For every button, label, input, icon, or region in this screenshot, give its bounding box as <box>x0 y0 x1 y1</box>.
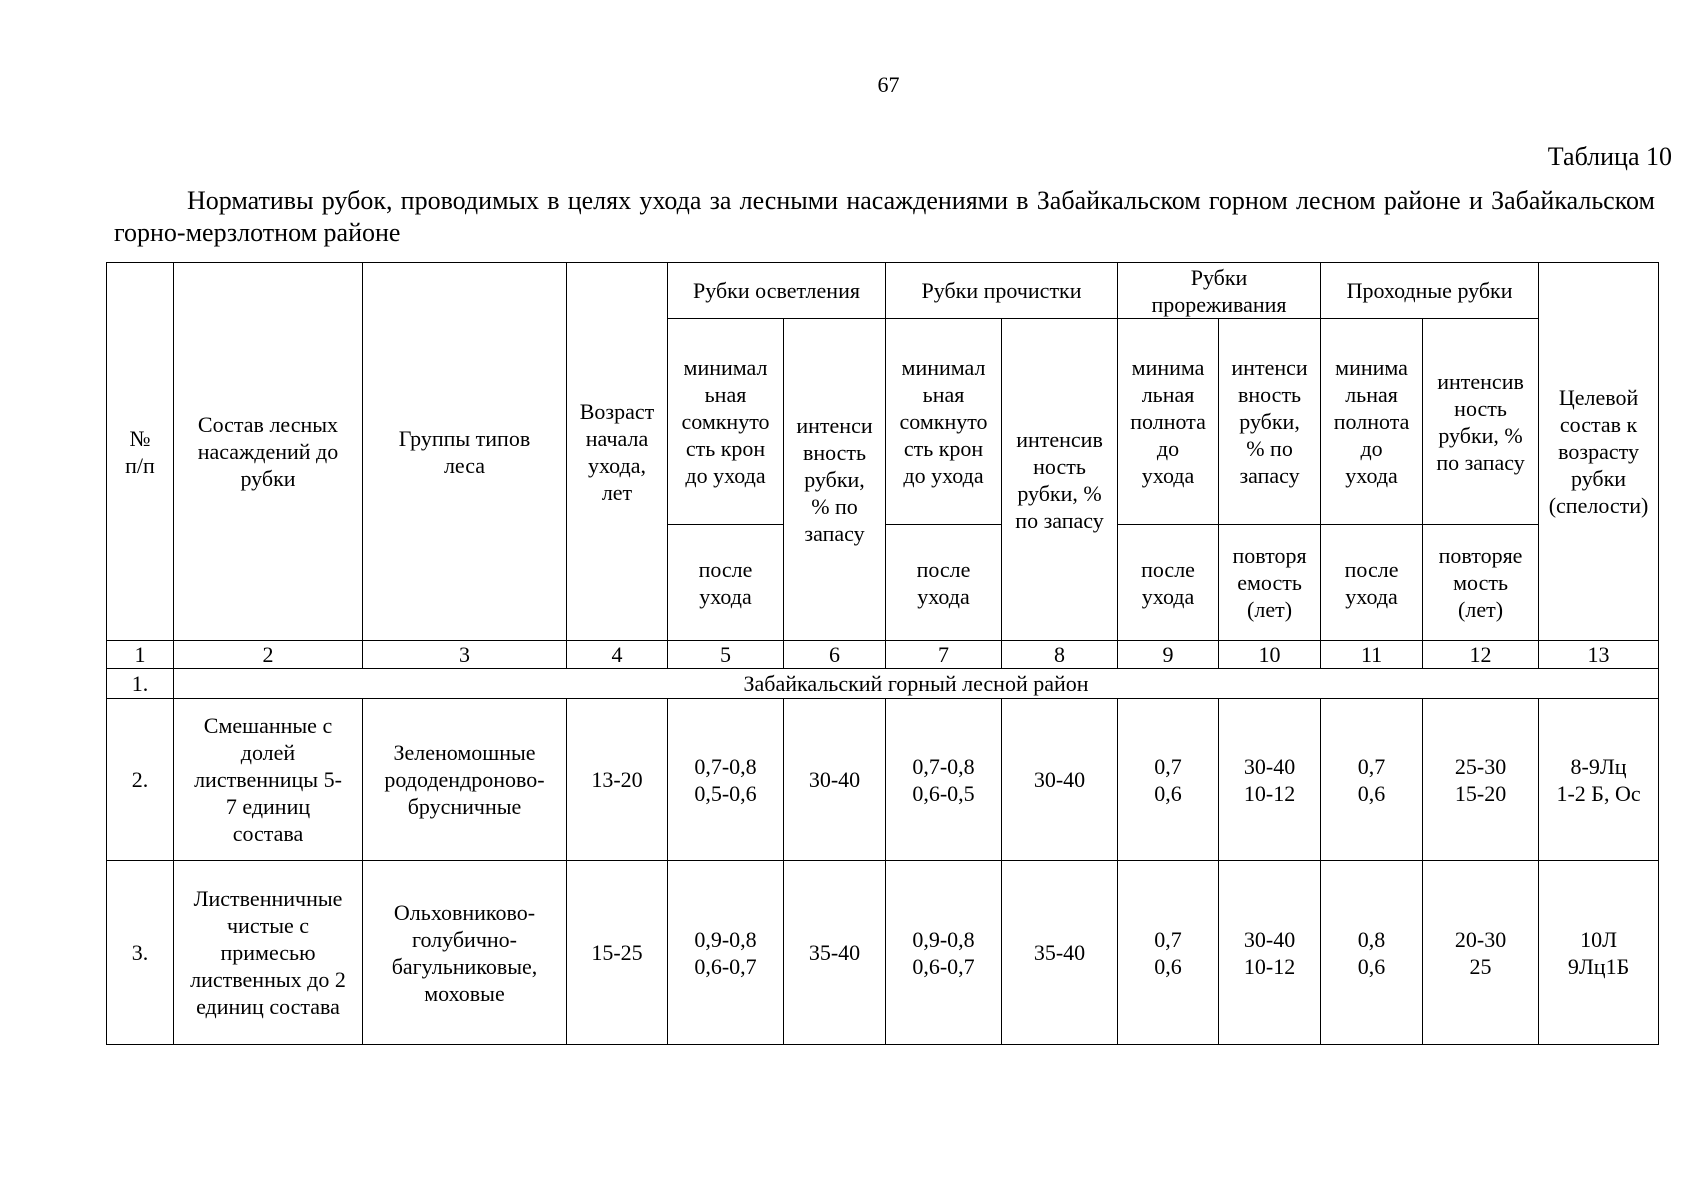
row-composition: Лиственничные чистые с примесью лиственных до 2 единиц состава <box>174 861 363 1045</box>
column-number: 13 <box>1539 641 1659 669</box>
row-start-age: 13-20 <box>567 699 668 861</box>
header-forest-types: Группы типов леса <box>363 263 567 641</box>
row-passing-density: 0,8 0,6 <box>1321 861 1423 1045</box>
table-title: Нормативы рубок, проводимых в целях ухода за лесными насаждениями в Забайкальском горном лесном районе и Забайкальском горно-мерзлотном районе <box>114 186 1655 247</box>
row-number: 3. <box>107 861 174 1045</box>
header-group-passing: Проходные рубки <box>1321 263 1539 319</box>
header-passing-intensity: интенсив ность рубки, % по запасу <box>1423 319 1539 525</box>
row-clarifying-closure: 0,7-0,8 0,5-0,6 <box>668 699 784 861</box>
header-group-cleaning: Рубки прочистки <box>886 263 1118 319</box>
row-target-composition: 8-9Лц 1-2 Б, Ос <box>1539 699 1659 861</box>
row-start-age: 15-25 <box>567 861 668 1045</box>
column-number-row <box>107 641 1659 669</box>
column-number: 6 <box>784 641 886 669</box>
column-number: 11 <box>1321 641 1423 669</box>
header-group-thinning: Рубки прореживания <box>1118 263 1321 319</box>
column-number: 4 <box>567 641 668 669</box>
column-number: 2 <box>174 641 363 669</box>
row-cleaning-intensity: 30-40 <box>1002 699 1118 861</box>
header-thinning-intensity: интенси вность рубки, % по запасу <box>1219 319 1321 525</box>
header-cleaning-after: после ухода <box>886 525 1002 641</box>
row-forest-types: Ольховниково- голубично- багульниковые, моховые <box>363 861 567 1045</box>
row-forest-types: Зеленомошные рододендроново- брусничные <box>363 699 567 861</box>
header-row-groups <box>107 263 1659 319</box>
table-label: Таблица 10 <box>1547 142 1672 171</box>
row-passing-intensity: 20-30 25 <box>1423 861 1539 1045</box>
region-name: Забайкальский горный лесной район <box>174 669 1659 699</box>
row-passing-density: 0,7 0,6 <box>1321 699 1423 861</box>
header-clarifying-after: после ухода <box>668 525 784 641</box>
header-cleaning-intensity: интенсив ность рубки, % по запасу <box>1002 319 1118 641</box>
header-thinning-repeat: повторя емость (лет) <box>1219 525 1321 641</box>
row-clarifying-closure: 0,9-0,8 0,6-0,7 <box>668 861 784 1045</box>
header-passing-repeat: повторяе мость (лет) <box>1423 525 1539 641</box>
column-number: 1 <box>107 641 174 669</box>
header-composition: Состав лесных насаждений до рубки <box>174 263 363 641</box>
header-num: № п/п <box>107 263 174 641</box>
header-clarifying-min-closure: минимал ьная сомкнуто сть крон до ухода <box>668 319 784 525</box>
row-thinning-intensity: 30-40 10-12 <box>1219 861 1321 1045</box>
region-number: 1. <box>107 669 174 699</box>
row-clarifying-intensity: 30-40 <box>784 699 886 861</box>
row-composition: Смешанные с долей лиственницы 5- 7 единиц состава <box>174 699 363 861</box>
column-number: 10 <box>1219 641 1321 669</box>
column-number: 7 <box>886 641 1002 669</box>
header-cleaning-min-closure: минимал ьная сомкнуто сть крон до ухода <box>886 319 1002 525</box>
row-passing-intensity: 25-30 15-20 <box>1423 699 1539 861</box>
column-number: 5 <box>668 641 784 669</box>
row-cleaning-closure: 0,9-0,8 0,6-0,7 <box>886 861 1002 1045</box>
header-group-clarifying: Рубки осветления <box>668 263 886 319</box>
column-number: 9 <box>1118 641 1219 669</box>
header-thinning-after: после ухода <box>1118 525 1219 641</box>
header-clarifying-intensity: интенси вность рубки, % по запасу <box>784 319 886 641</box>
row-thinning-density: 0,7 0,6 <box>1118 699 1219 861</box>
header-passing-min-density: минима льная полнота до ухода <box>1321 319 1423 525</box>
region-row <box>107 669 1659 699</box>
row-cleaning-intensity: 35-40 <box>1002 861 1118 1045</box>
row-number: 2. <box>107 699 174 861</box>
header-thinning-min-density: минима льная полнота до ухода <box>1118 319 1219 525</box>
header-start-age: Возраст начала ухода, лет <box>567 263 668 641</box>
header-passing-after: после ухода <box>1321 525 1423 641</box>
row-clarifying-intensity: 35-40 <box>784 861 886 1045</box>
row-thinning-density: 0,7 0,6 <box>1118 861 1219 1045</box>
norms-table <box>106 262 1659 1045</box>
column-number: 3 <box>363 641 567 669</box>
row-thinning-intensity: 30-40 10-12 <box>1219 699 1321 861</box>
table-row <box>107 699 1659 861</box>
row-cleaning-closure: 0,7-0,8 0,6-0,5 <box>886 699 1002 861</box>
column-number: 8 <box>1002 641 1118 669</box>
row-target-composition: 10Л 9Лц1Б <box>1539 861 1659 1045</box>
page-number: 67 <box>877 72 900 97</box>
column-number: 12 <box>1423 641 1539 669</box>
table-row <box>107 861 1659 1045</box>
header-target-composition: Целевой состав к возрасту рубки (спелости) <box>1539 263 1659 641</box>
